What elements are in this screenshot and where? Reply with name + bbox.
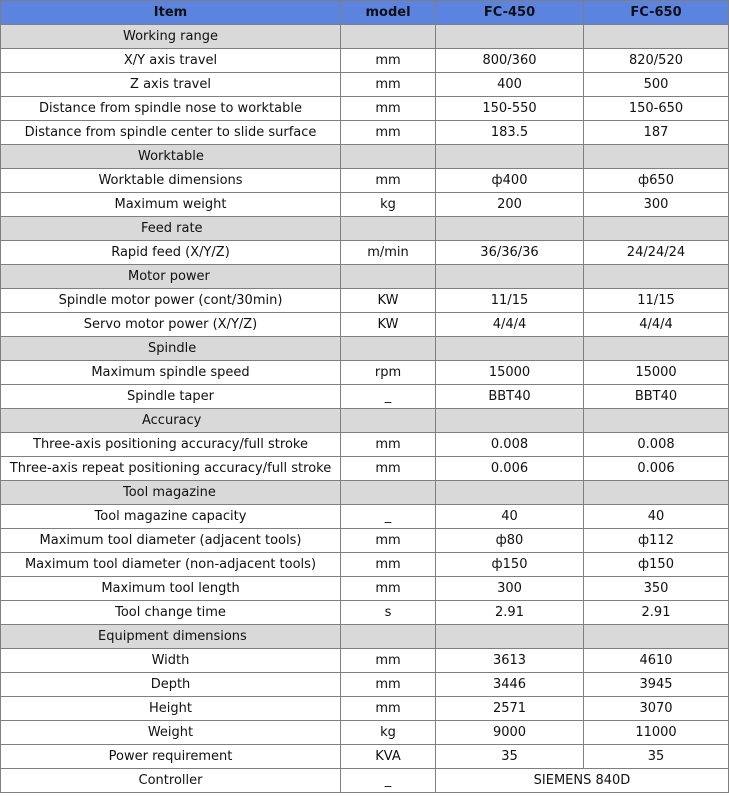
table-row xyxy=(1,49,729,73)
section-empty-cell xyxy=(436,217,584,241)
unit-cell: KW xyxy=(341,313,436,337)
fc650-value-cell: 187 xyxy=(584,121,729,145)
item-cell: Maximum spindle speed xyxy=(1,361,341,385)
item-cell: Z axis travel xyxy=(1,73,341,97)
fc450-value-cell: 35 xyxy=(436,745,584,769)
section-title-text: Worktable xyxy=(138,149,204,164)
table-body xyxy=(1,25,729,793)
section-row xyxy=(1,409,729,433)
table-row xyxy=(1,697,729,721)
table-row xyxy=(1,649,729,673)
fc650-value-cell: ф112 xyxy=(584,529,729,553)
fc650-value-cell: 820/520 xyxy=(584,49,729,73)
unit-cell: mm xyxy=(341,697,436,721)
fc650-value-cell: 150-650 xyxy=(584,97,729,121)
item-cell: Height xyxy=(1,697,341,721)
fc650-value-cell: 15000 xyxy=(584,361,729,385)
section-empty-cell xyxy=(584,265,729,289)
fc650-value-cell: 0.008 xyxy=(584,433,729,457)
fc450-value-cell: ф80 xyxy=(436,529,584,553)
table-row xyxy=(1,313,729,337)
fc650-value-cell: ф150 xyxy=(584,553,729,577)
section-empty-cell xyxy=(436,409,584,433)
item-cell: Maximum tool length xyxy=(1,577,341,601)
unit-cell: s xyxy=(341,601,436,625)
table-row xyxy=(1,361,729,385)
section-title xyxy=(1,265,341,289)
fc650-value-cell: 3945 xyxy=(584,673,729,697)
section-empty-cell xyxy=(584,625,729,649)
section-empty-cell xyxy=(584,337,729,361)
fc450-value-cell: 9000 xyxy=(436,721,584,745)
unit-cell: mm xyxy=(341,121,436,145)
fc450-value-cell: 300 xyxy=(436,577,584,601)
section-empty-cell xyxy=(341,481,436,505)
item-cell: Tool change time xyxy=(1,601,341,625)
table-row xyxy=(1,121,729,145)
section-empty-cell xyxy=(436,145,584,169)
table-row xyxy=(1,529,729,553)
section-empty-cell xyxy=(341,145,436,169)
section-row xyxy=(1,265,729,289)
fc650-value-cell: 0.006 xyxy=(584,457,729,481)
item-cell: Distance from spindle nose to worktable xyxy=(1,97,341,121)
unit-cell: mm xyxy=(341,553,436,577)
header-fc450: FC-450 xyxy=(436,1,584,25)
unit-cell: mm xyxy=(341,169,436,193)
item-cell: Distance from spindle center to slide surface xyxy=(1,121,341,145)
fc450-value-cell: 15000 xyxy=(436,361,584,385)
unit-cell: _ xyxy=(341,769,436,793)
item-cell: Maximum tool diameter (non-adjacent tools) xyxy=(1,553,341,577)
item-cell: Rapid feed (X/Y/Z) xyxy=(1,241,341,265)
fc650-value-cell: 40 xyxy=(584,505,729,529)
item-cell: Weight xyxy=(1,721,341,745)
item-cell: Power requirement xyxy=(1,745,341,769)
unit-cell: _ xyxy=(341,385,436,409)
table-row xyxy=(1,73,729,97)
section-row xyxy=(1,217,729,241)
item-cell: Three-axis positioning accuracy/full stroke xyxy=(1,433,341,457)
fc450-value-cell: 0.008 xyxy=(436,433,584,457)
table-row xyxy=(1,385,729,409)
unit-cell: mm xyxy=(341,73,436,97)
fc650-value-cell: 4/4/4 xyxy=(584,313,729,337)
fc450-value-cell: 183.5 xyxy=(436,121,584,145)
unit-cell: mm xyxy=(341,673,436,697)
section-row xyxy=(1,145,729,169)
unit-cell: mm xyxy=(341,529,436,553)
section-empty-cell xyxy=(584,409,729,433)
fc650-value-cell: 11/15 xyxy=(584,289,729,313)
unit-cell: kg xyxy=(341,193,436,217)
unit-cell: mm xyxy=(341,49,436,73)
fc450-value-cell: 2571 xyxy=(436,697,584,721)
section-empty-cell xyxy=(436,265,584,289)
section-title xyxy=(1,145,341,169)
section-empty-cell xyxy=(584,25,729,49)
fc650-value-cell: 4610 xyxy=(584,649,729,673)
fc650-value-cell: ф650 xyxy=(584,169,729,193)
section-title xyxy=(1,409,341,433)
unit-cell: m/min xyxy=(341,241,436,265)
unit-cell: mm xyxy=(341,433,436,457)
unit-cell: mm xyxy=(341,577,436,601)
table-row xyxy=(1,289,729,313)
fc450-value-cell: 800/360 xyxy=(436,49,584,73)
fc650-value-cell: 11000 xyxy=(584,721,729,745)
section-empty-cell xyxy=(436,625,584,649)
table-row xyxy=(1,193,729,217)
unit-cell: kg xyxy=(341,721,436,745)
fc650-value-cell: 500 xyxy=(584,73,729,97)
section-title-text: Working range xyxy=(123,29,218,44)
fc450-value-cell: 40 xyxy=(436,505,584,529)
section-empty-cell xyxy=(436,481,584,505)
fc650-value-cell: 2.91 xyxy=(584,601,729,625)
header-model: model xyxy=(341,1,436,25)
section-row xyxy=(1,25,729,49)
table-row xyxy=(1,769,729,793)
item-cell: Maximum tool diameter (adjacent tools) xyxy=(1,529,341,553)
item-cell: Tool magazine capacity xyxy=(1,505,341,529)
section-title-text: Tool magazine xyxy=(123,485,216,500)
section-row xyxy=(1,481,729,505)
item-cell: Spindle motor power (cont/30min) xyxy=(1,289,341,313)
fc650-value-cell: 35 xyxy=(584,745,729,769)
item-cell: Three-axis repeat positioning accuracy/full stroke xyxy=(1,457,341,481)
fc650-value-cell: 3070 xyxy=(584,697,729,721)
fc450-value-cell: 150-550 xyxy=(436,97,584,121)
header-fc650: FC-650 xyxy=(584,1,729,25)
item-cell: Width xyxy=(1,649,341,673)
fc450-value-cell: 400 xyxy=(436,73,584,97)
section-title-text: Feed rate xyxy=(141,221,203,236)
fc450-value-cell: 11/15 xyxy=(436,289,584,313)
section-empty-cell xyxy=(341,337,436,361)
merged-value-cell: SIEMENS 840D xyxy=(436,769,729,793)
item-cell: Depth xyxy=(1,673,341,697)
table-row xyxy=(1,169,729,193)
section-empty-cell xyxy=(341,217,436,241)
section-empty-cell xyxy=(584,481,729,505)
item-cell: Spindle taper xyxy=(1,385,341,409)
table-row xyxy=(1,745,729,769)
fc650-value-cell: 300 xyxy=(584,193,729,217)
fc450-value-cell: 36/36/36 xyxy=(436,241,584,265)
table-row xyxy=(1,457,729,481)
section-empty-cell xyxy=(584,145,729,169)
section-row xyxy=(1,337,729,361)
fc450-value-cell: 3613 xyxy=(436,649,584,673)
table-row xyxy=(1,673,729,697)
fc450-value-cell: 0.006 xyxy=(436,457,584,481)
section-title-text: Equipment dimensions xyxy=(98,629,247,644)
fc450-value-cell: BBT40 xyxy=(436,385,584,409)
header-row xyxy=(1,1,729,25)
section-empty-cell xyxy=(341,625,436,649)
section-title xyxy=(1,625,341,649)
item-cell: X/Y axis travel xyxy=(1,49,341,73)
item-cell: Controller xyxy=(1,769,341,793)
item-cell: Worktable dimensions xyxy=(1,169,341,193)
fc650-value-cell: 350 xyxy=(584,577,729,601)
unit-cell: mm xyxy=(341,457,436,481)
table-row xyxy=(1,721,729,745)
section-empty-cell xyxy=(436,25,584,49)
unit-cell: _ xyxy=(341,505,436,529)
section-empty-cell xyxy=(341,409,436,433)
section-title xyxy=(1,25,341,49)
item-cell: Servo motor power (X/Y/Z) xyxy=(1,313,341,337)
unit-cell: mm xyxy=(341,97,436,121)
table-row xyxy=(1,241,729,265)
table-row xyxy=(1,601,729,625)
fc450-value-cell: 200 xyxy=(436,193,584,217)
section-row xyxy=(1,625,729,649)
fc650-value-cell: BBT40 xyxy=(584,385,729,409)
section-title xyxy=(1,481,341,505)
item-cell: Maximum weight xyxy=(1,193,341,217)
unit-cell: mm xyxy=(341,649,436,673)
unit-cell: KW xyxy=(341,289,436,313)
fc450-value-cell: 3446 xyxy=(436,673,584,697)
table-row xyxy=(1,553,729,577)
section-empty-cell xyxy=(584,217,729,241)
fc450-value-cell: 2.91 xyxy=(436,601,584,625)
fc450-value-cell: ф400 xyxy=(436,169,584,193)
section-title-text: Motor power xyxy=(128,269,210,284)
table-row xyxy=(1,577,729,601)
fc650-value-cell: 24/24/24 xyxy=(584,241,729,265)
section-title-text: Accuracy xyxy=(142,413,202,428)
section-title-text: Spindle xyxy=(148,341,197,356)
table-row xyxy=(1,433,729,457)
section-empty-cell xyxy=(341,25,436,49)
section-empty-cell xyxy=(436,337,584,361)
unit-cell: KVA xyxy=(341,745,436,769)
header-item: Item xyxy=(1,1,341,25)
table-row xyxy=(1,97,729,121)
section-empty-cell xyxy=(341,265,436,289)
section-title xyxy=(1,217,341,241)
table-row xyxy=(1,505,729,529)
fc450-value-cell: 4/4/4 xyxy=(436,313,584,337)
fc450-value-cell: ф150 xyxy=(436,553,584,577)
section-title xyxy=(1,337,341,361)
unit-cell: rpm xyxy=(341,361,436,385)
